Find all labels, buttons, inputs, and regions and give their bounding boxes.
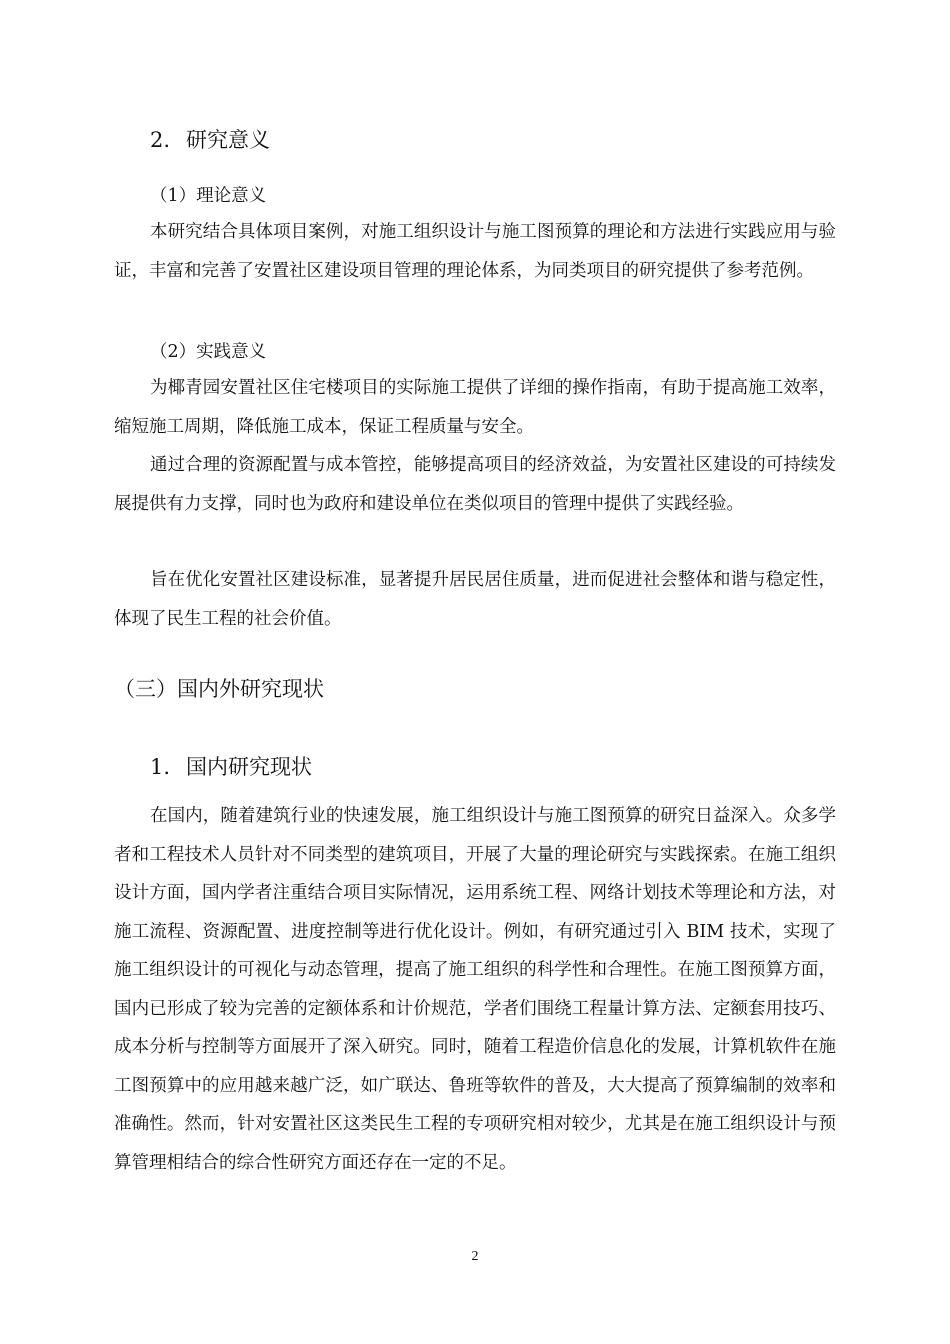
heading-research-status: （三）国内外研究现状: [114, 677, 324, 701]
heading-text: 研究意义: [186, 128, 270, 152]
heading-number: 2.: [150, 128, 171, 152]
paragraph-practical-1: 为椰青园安置社区住宅楼项目的实际施工提供了详细的操作指南，有助于提高施工效率，缩短施工周期，降低施工成本，保证工程质量与安全。: [114, 378, 836, 437]
paragraph-practical-2: 通过合理的资源配置与成本管控，能够提高项目的经济效益，为安置社区建设的可持续发展提供有力支撑，同时也为政府和建设单位在类似项目的管理中提供了实践经验。: [114, 455, 836, 514]
subheading-theoretical-significance: （1）理论意义: [150, 186, 267, 206]
heading-research-significance: [150, 124, 270, 154]
heading-text: 国内研究现状: [186, 755, 312, 779]
page-number: 2: [471, 1249, 479, 1264]
paragraph-theoretical: 本研究结合具体项目案例，对施工组织设计与施工图预算的理论和方法进行实践应用与验证，丰富和完善了安置社区建设项目管理的理论体系，为同类项目的研究提供了参考范例。: [114, 222, 836, 281]
subheading-practical-significance: （2）实践意义: [150, 342, 267, 362]
paragraph-practical-3: 旨在优化安置社区建设标准，显著提升居民居住质量，进而促进社会整体和谐与稳定性，体现了民生工程的社会价值。: [114, 570, 836, 629]
heading-domestic-status: [150, 751, 312, 781]
paragraph-domestic-status: 在国内，随着建筑行业的快速发展，施工组织设计与施工图预算的研究日益深入。众多学者和工程技术人员针对不同类型的建筑项目，开展了大量的理论研究与实践探索。在施工组织设计方面，国内学者注重结合项目实际情况，运用系统工程、网络计划技术等理论和方法，对施工流程、资源配置、进度控制等进行优化设计。例如，有研究通过引入 BIM 技术，实现了施工组织设计的可视化与动态管理，提高了施工组织的科学性和合理性。在施工图预算方面，国内已形成了较为完善的定额体系和计价规范，学者们围绕工程量计算方法、定额套用技巧、成本分析与控制等方面展开了深入研究。同时，随着工程造价信息化的发展，计算机软件在施工图预算中的应用越来越广泛，如广联达、鲁班等软件的普及，大大提高了预算编制的效率和准确性。然而，针对安置社区这类民生工程的专项研究相对较少，尤其是在施工组织设计与预算管理相结合的综合性研究方面还存在一定的不足。: [114, 806, 836, 1173]
heading-number: 1.: [150, 755, 171, 779]
